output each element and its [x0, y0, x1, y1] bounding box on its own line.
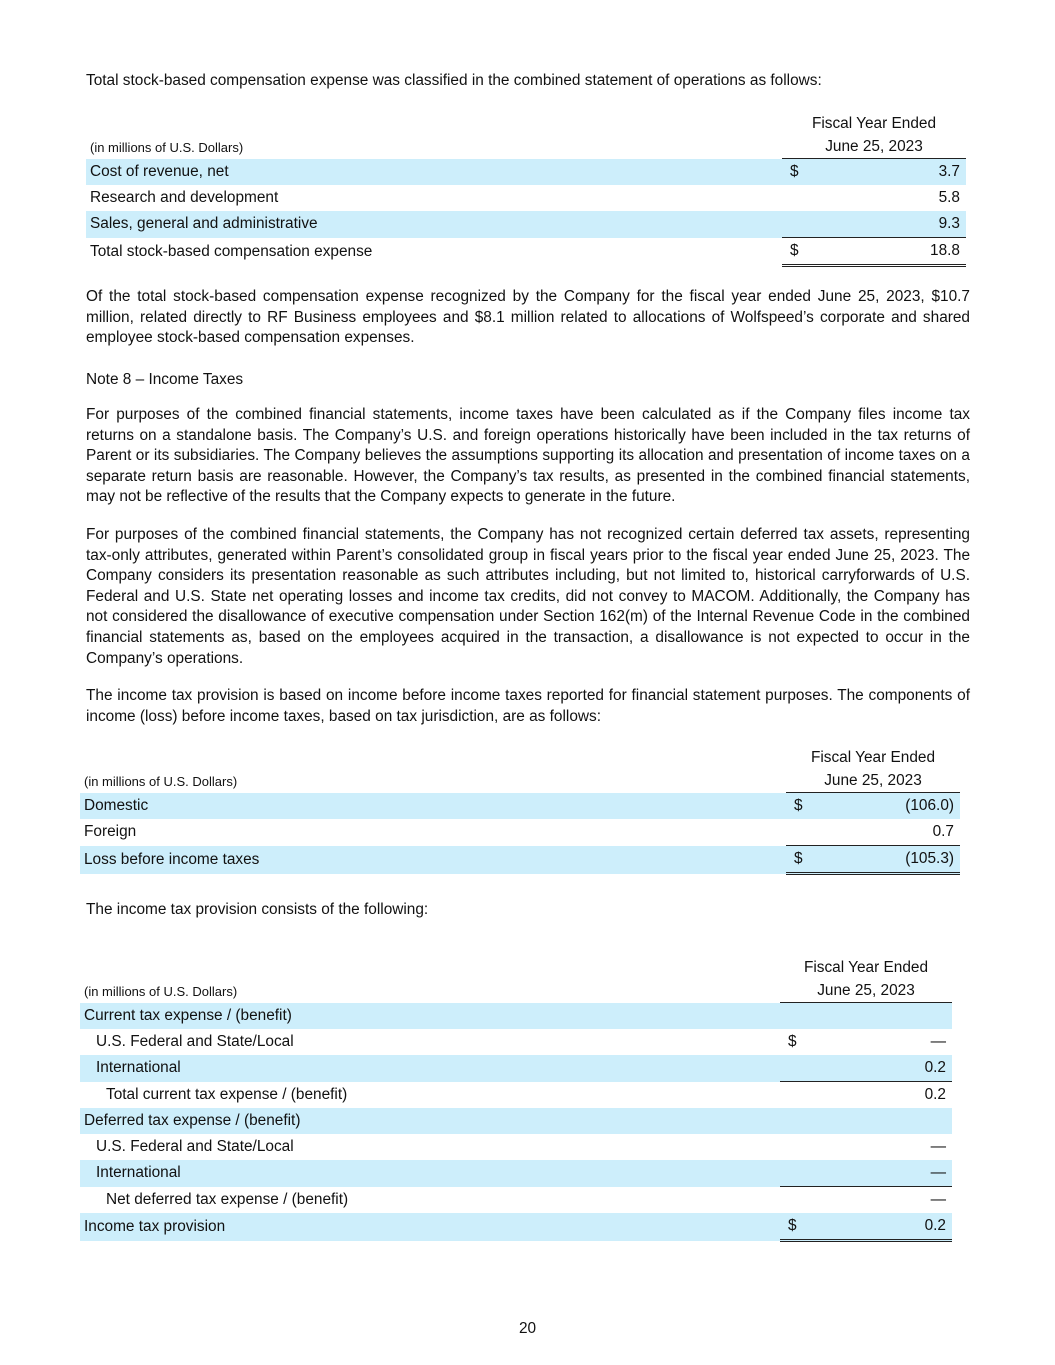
- table-total-row: [80, 1213, 952, 1241]
- currency-symbol: [780, 1134, 804, 1160]
- stock-comp-paragraph: Of the total stock-based compensation expense recognized by the Company for the fiscal year ended June 25, 2023, $10.7 million, related directly to RF Business employees and $8.1 million related to allocations of Wolfspeed’s corporate and shared employee stock-based compensation expenses.: [86, 288, 970, 347]
- column-header-line1: Fiscal Year Ended: [803, 959, 929, 976]
- note-heading: Note 8 – Income Taxes: [86, 371, 244, 388]
- table-column-header: [782, 112, 966, 159]
- row-label: Loss before income taxes: [80, 846, 786, 874]
- tax-provision-intro: The income tax provision consists of the following:: [86, 901, 429, 918]
- row-value: [804, 1108, 952, 1134]
- table-column-header: [786, 746, 960, 793]
- table-row: [86, 211, 966, 238]
- table-row: [80, 1134, 952, 1160]
- row-value: 18.8: [806, 238, 966, 266]
- row-label: Current tax expense / (benefit): [80, 1003, 780, 1030]
- currency-symbol: [780, 1003, 804, 1030]
- income-tax-paragraph-2: For purposes of the combined financial statements, the Company has not recognized certain deferred tax assets, representing tax-only attributes, generated within Parent’s consolidated group in fiscal years prior to the fiscal year ended June 25, 2023. The Company considers its presentation reasonable as such attributes including, but not limited to, historical carryforwards of U.S. Federal and U.S. State net operating losses and income tax credits, did not convey to MACOM. Additionally, the Company has not considered the disallowance of executive compensation under Section 162(m) of the Internal Revenue Code in the combined financial statements as, based on the employees acquired in the transaction, a disallowance is not expected to occur in the Company’s operations.: [86, 526, 970, 667]
- column-header-line2: June 25, 2023: [824, 772, 922, 789]
- row-label: Cost of revenue, net: [86, 159, 782, 186]
- row-value: —: [804, 1160, 952, 1187]
- table-units-label: (in millions of U.S. Dollars): [84, 773, 238, 789]
- column-header-line1: Fiscal Year Ended: [811, 115, 937, 132]
- table-row: [80, 1029, 952, 1055]
- table-row: [80, 1160, 952, 1187]
- row-value: 9.3: [806, 211, 966, 238]
- row-value: 0.7: [932, 823, 954, 840]
- table-units-label: (in millions of U.S. Dollars): [84, 983, 238, 999]
- column-header-line1: Fiscal Year Ended: [810, 749, 936, 766]
- table-total-row: [86, 238, 966, 266]
- table-total-row: [80, 846, 960, 874]
- currency-symbol: [780, 1108, 804, 1134]
- currency-symbol: $: [782, 159, 806, 186]
- currency-symbol: [780, 1160, 804, 1187]
- table-subtotal-row: [80, 1187, 952, 1214]
- row-value: —: [930, 1138, 946, 1155]
- table-row: [80, 819, 960, 846]
- currency-symbol: [780, 1055, 804, 1082]
- row-value: 3.7: [806, 159, 966, 186]
- row-label: Net deferred tax expense / (benefit): [106, 1190, 349, 1208]
- currency-symbol: $: [780, 1213, 804, 1241]
- row-value: 5.8: [938, 189, 960, 206]
- income-before-tax-table: [80, 746, 960, 875]
- currency-symbol: [780, 1082, 804, 1109]
- income-tax-paragraph-1: For purposes of the combined financial statements, income taxes have been calculated as if the Company files income tax returns on a standalone basis. The Company’s U.S. and foreign operations historically have been included in the tax returns of Parent or its subsidiaries. The Company believes the assumptions supporting its allocation and presentation of income taxes on a separate return basis are reasonable. However, the Company’s tax results, as presented in the combined financial statements, may not be reflective of the results that the Company expects to generate in the future.: [86, 406, 970, 506]
- currency-symbol: $: [782, 238, 806, 266]
- row-label: Total stock-based compensation expense: [90, 242, 373, 260]
- row-label: Domestic: [80, 793, 786, 820]
- page-number: 20: [518, 1320, 537, 1337]
- column-header-line2: June 25, 2023: [825, 138, 923, 155]
- row-value: 0.2: [804, 1213, 952, 1241]
- row-value: (105.3): [810, 846, 960, 874]
- table-row: [80, 1055, 952, 1082]
- row-label: Research and development: [90, 189, 279, 206]
- row-label: Foreign: [84, 823, 137, 841]
- tax-provision-table: [80, 956, 952, 1242]
- row-value: 0.2: [804, 1082, 952, 1109]
- stock-comp-table: [86, 112, 966, 267]
- table-units-label: (in millions of U.S. Dollars): [90, 139, 244, 155]
- currency-symbol: [786, 819, 810, 846]
- row-label: U.S. Federal and State/Local: [96, 1033, 294, 1050]
- table-row: [86, 159, 966, 186]
- income-tax-paragraph-3: The income tax provision is based on income before income taxes reported for financial statement purposes. The components of income (loss) before income taxes, based on tax jurisdiction, are as follows:: [86, 687, 970, 725]
- row-label: U.S. Federal and State/Local: [96, 1138, 294, 1155]
- currency-symbol: $: [786, 846, 810, 874]
- currency-symbol: [780, 1187, 804, 1214]
- table-section-row: [80, 1108, 952, 1134]
- row-label: International: [80, 1055, 780, 1082]
- row-label: Deferred tax expense / (benefit): [80, 1108, 780, 1134]
- row-value: —: [804, 1187, 952, 1214]
- row-value: —: [930, 1033, 946, 1050]
- column-header-line2: June 25, 2023: [817, 982, 915, 999]
- row-value: [804, 1003, 952, 1030]
- table-column-header: [780, 956, 952, 1003]
- currency-symbol: [782, 185, 806, 211]
- table-row: [86, 185, 966, 211]
- table-subtotal-row: [80, 1082, 952, 1109]
- row-label: Income tax provision: [80, 1213, 780, 1241]
- currency-symbol: $: [786, 793, 810, 820]
- currency-symbol: $: [788, 1033, 797, 1050]
- row-label: Sales, general and administrative: [86, 211, 782, 238]
- row-value: 0.2: [804, 1055, 952, 1082]
- currency-symbol: [782, 211, 806, 238]
- intro-paragraph: Total stock-based compensation expense was classified in the combined statement of operations as follows:: [86, 72, 822, 89]
- table-row: [80, 793, 960, 820]
- row-label: International: [80, 1160, 780, 1187]
- row-value: (106.0): [810, 793, 960, 820]
- row-label: Total current tax expense / (benefit): [106, 1085, 348, 1103]
- table-section-row: [80, 1003, 952, 1030]
